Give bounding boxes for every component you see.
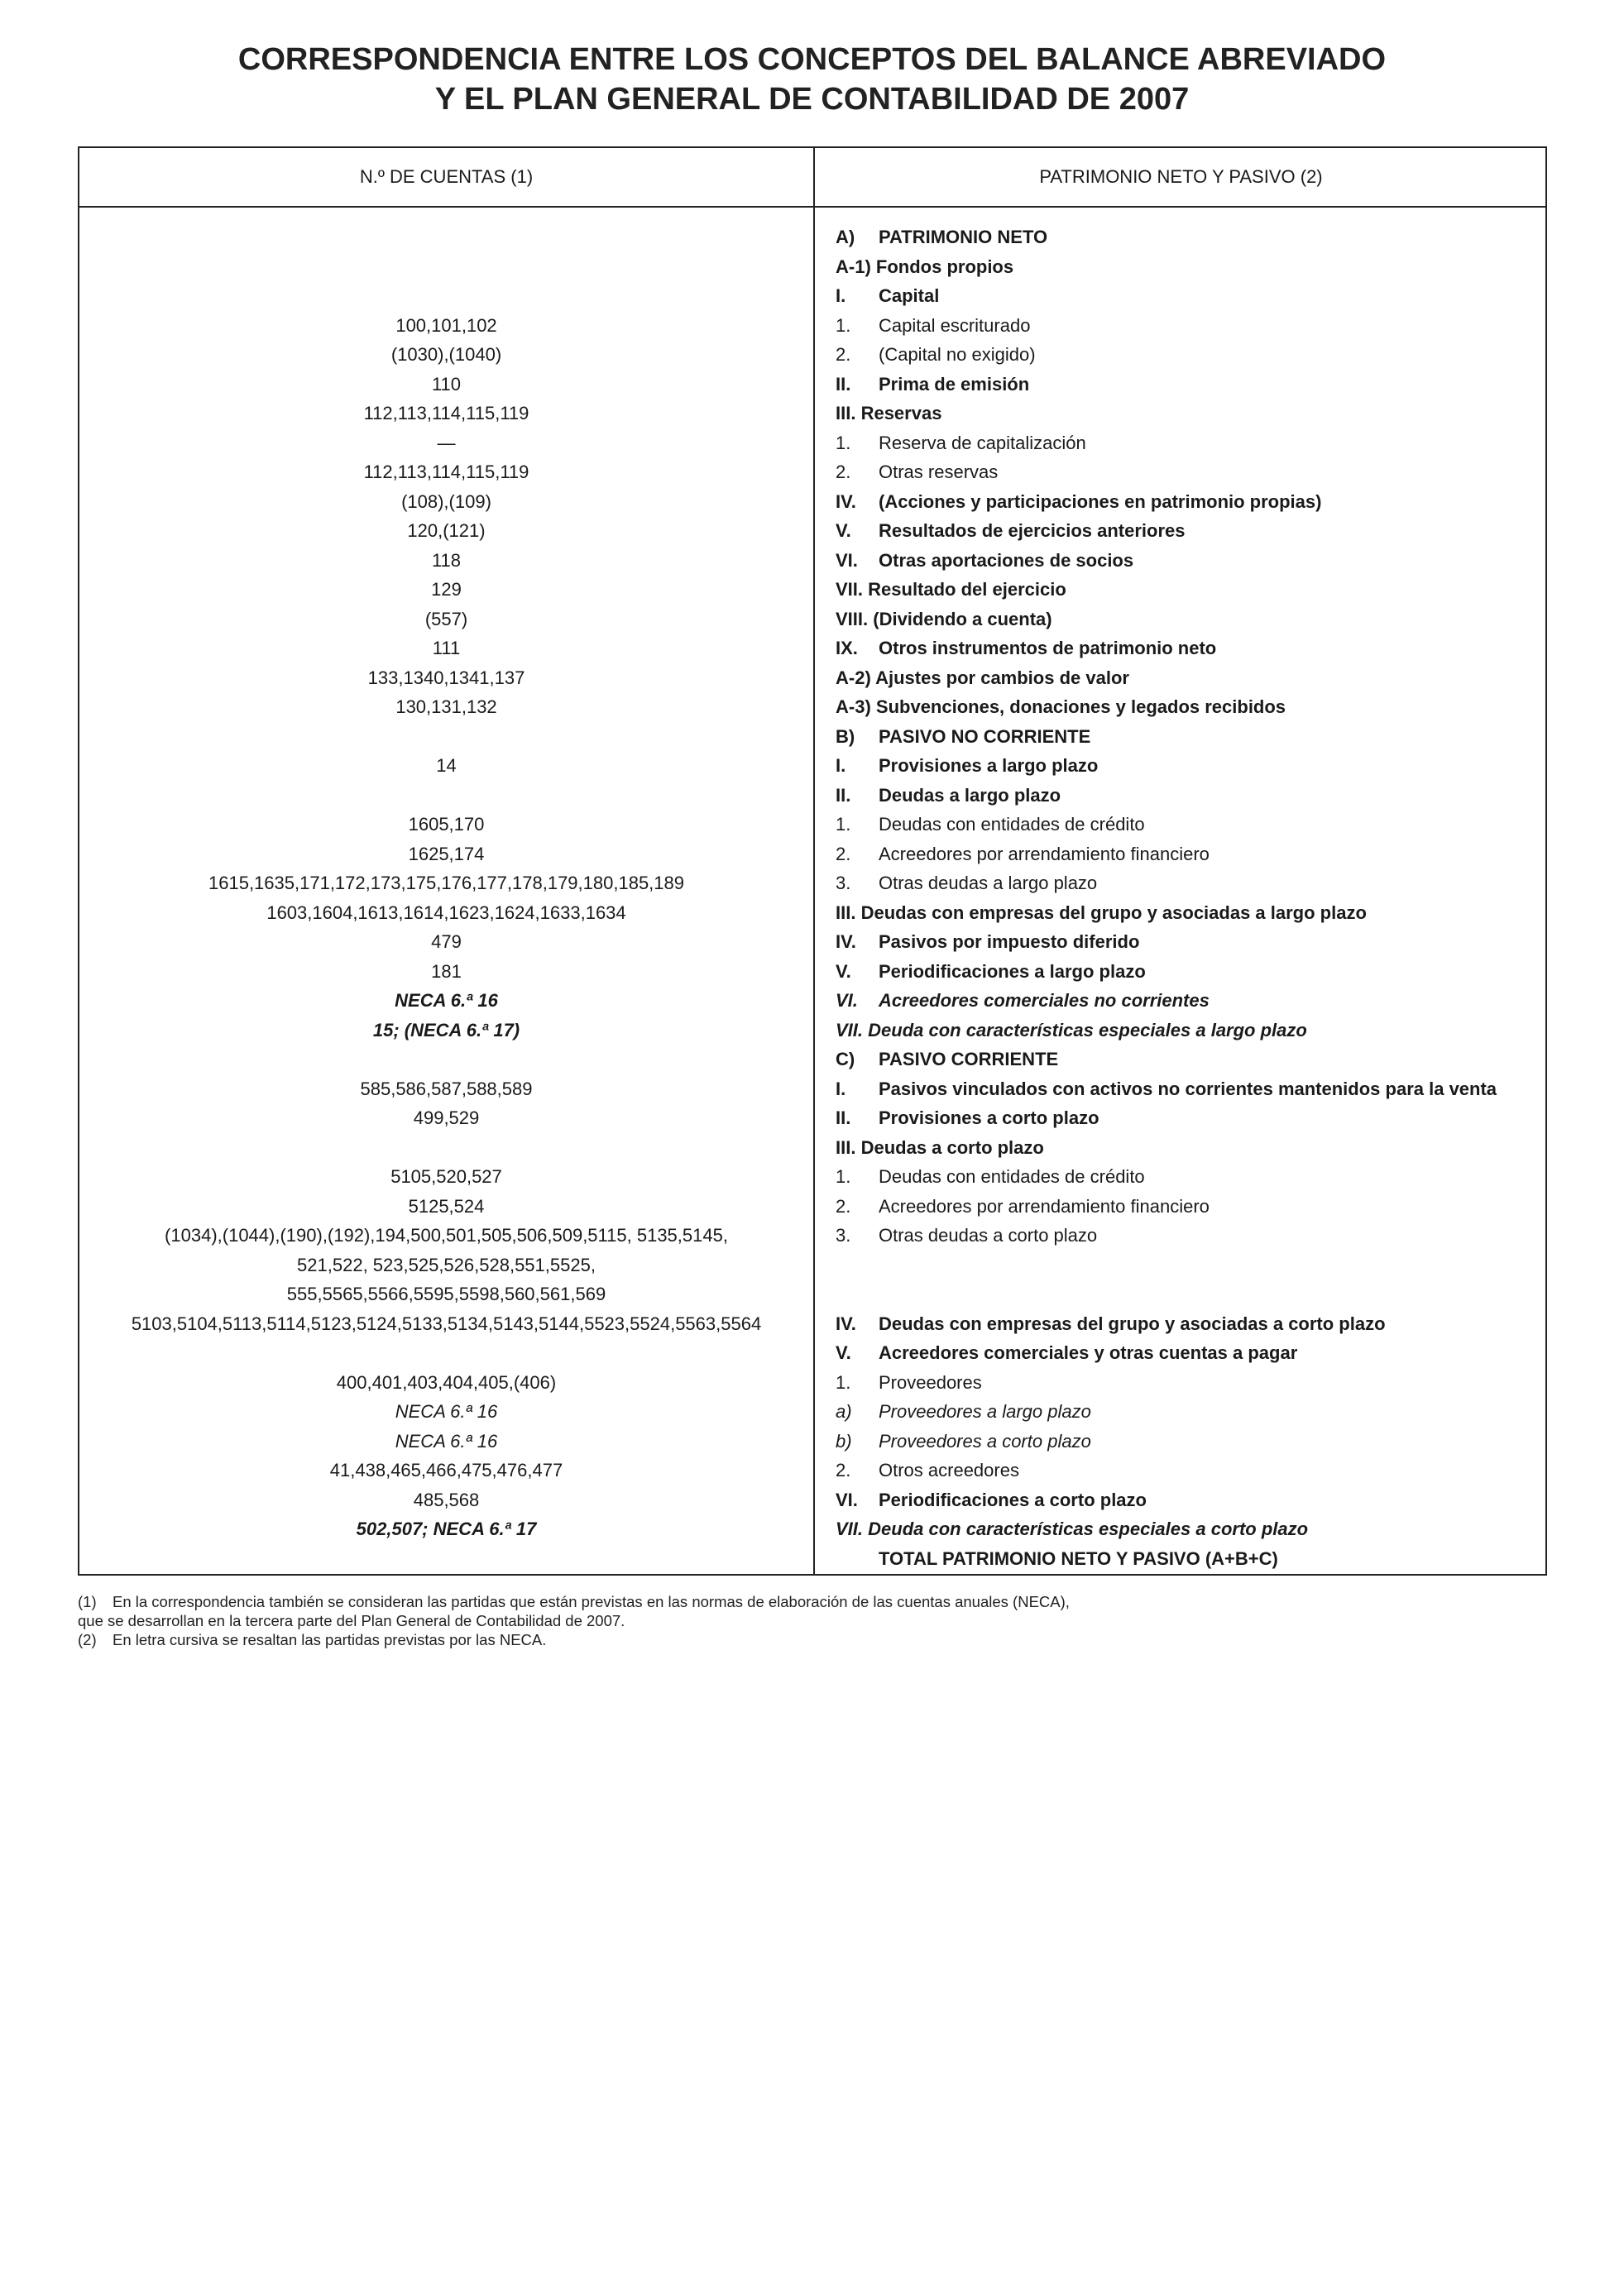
concept-number: 3. <box>836 1225 851 1246</box>
concept-number: 2. <box>836 1460 851 1480</box>
table-row <box>79 1309 1545 1339</box>
concept-number: IX. <box>836 638 858 658</box>
table-row <box>79 1427 1545 1457</box>
account-codes: 400,401,403,404,405,(406) <box>336 1371 557 1393</box>
concept-number: I. <box>836 285 846 306</box>
concept-label <box>836 927 1547 957</box>
concept-label <box>836 898 1547 928</box>
concept-label <box>836 1192 1547 1222</box>
concept-text: Deudas con entidades de crédito <box>879 1166 1145 1187</box>
account-codes: 130,131,132 <box>395 696 497 717</box>
footnote-line <box>78 1630 1550 1649</box>
account-codes: 120,(121) <box>407 520 486 541</box>
account-codes: 14 <box>436 755 457 776</box>
account-codes: 112,113,114,115,119 <box>363 462 529 482</box>
table-row <box>79 1368 1545 1398</box>
table-row <box>79 957 1545 987</box>
concept-text: Deudas con empresas del grupo y asociadas a corto plazo <box>879 1313 1386 1334</box>
concept-text: Deudas con entidades de crédito <box>879 814 1145 835</box>
table-row <box>79 868 1545 898</box>
footnote-text: En la correspondencia también se consideran las partidas que están previstas en las normas de elaboración de las cuentas anuales (NECA), <box>113 1593 1070 1610</box>
account-codes: 1615,1635,171,172,173,175,176,177,178,179,180,185,189 <box>208 873 684 893</box>
concept-label <box>836 751 1547 781</box>
concept-number: A-2) <box>836 667 871 688</box>
concept-text: Otras reservas <box>879 462 999 482</box>
table-row <box>79 457 1545 487</box>
concept-label <box>836 810 1547 839</box>
table-row <box>79 1251 1545 1280</box>
concept-text: Proveedores a corto plazo <box>879 1430 1091 1452</box>
concept-text: Acreedores por arrendamiento financiero <box>879 1195 1210 1217</box>
table-row <box>79 722 1545 752</box>
table-row <box>79 810 1545 839</box>
concept-label <box>836 516 1547 546</box>
concept-number: II. <box>836 373 851 395</box>
concept-number: A-3) <box>836 696 871 717</box>
concept-label <box>836 1162 1547 1192</box>
account-codes: 499,529 <box>413 1107 480 1128</box>
table-row <box>79 1280 1545 1309</box>
table-row <box>79 311 1545 341</box>
concept-number: VII. <box>836 579 864 600</box>
account-codes: 485,568 <box>413 1489 480 1510</box>
concept-number: IV. <box>836 490 856 512</box>
table-row <box>79 1074 1545 1104</box>
concept-number: VI. <box>836 1489 858 1510</box>
concept-label <box>836 605 1547 634</box>
table-row <box>79 516 1545 546</box>
concept-number: I. <box>836 1078 846 1099</box>
correspondence-table <box>78 146 1547 1576</box>
table-row <box>79 546 1545 576</box>
concept-number: II. <box>836 784 851 806</box>
table-row <box>79 839 1545 869</box>
concept-text: Deudas a corto plazo <box>860 1136 1044 1158</box>
concept-text: Fondos propios <box>875 256 1014 277</box>
table-row <box>79 1485 1545 1515</box>
concept-number: III. <box>836 902 856 923</box>
concept-text: Otros acreedores <box>879 1460 1019 1480</box>
footnote-number: (2) <box>78 1631 97 1648</box>
account-codes: 521,522, 523,525,526,528,551,5525, <box>297 1254 596 1275</box>
account-codes: 111 <box>432 638 461 658</box>
table-row <box>79 1016 1545 1045</box>
concept-label <box>836 722 1547 752</box>
concept-label <box>836 1251 1547 1280</box>
concept-label <box>836 634 1547 663</box>
concept-text: Capital <box>879 285 940 306</box>
table-row <box>79 605 1545 634</box>
table-row <box>79 781 1545 811</box>
concept-text: Acreedores por arrendamiento financiero <box>879 843 1210 864</box>
concept-label <box>836 957 1547 987</box>
concept-text: Deuda con características especiales a largo plazo <box>868 1019 1307 1040</box>
concept-number: a) <box>836 1401 852 1422</box>
concept-label <box>836 1514 1547 1544</box>
concept-number: VII. <box>836 1519 864 1539</box>
concept-text: Provisiones a corto plazo <box>879 1107 1099 1128</box>
concept-number: III. <box>836 1136 856 1158</box>
page-title <box>0 40 1624 119</box>
concept-number: II. <box>836 1107 851 1128</box>
concept-text: Periodificaciones a corto plazo <box>879 1489 1147 1510</box>
account-codes: (108),(109) <box>401 490 491 512</box>
concept-text: (Dividendo a cuenta) <box>873 608 1052 629</box>
concept-label <box>836 663 1547 693</box>
table-row <box>79 428 1545 458</box>
concept-text: Deudas a largo plazo <box>879 784 1061 806</box>
table-row <box>79 634 1545 663</box>
concept-text: (Acciones y participaciones en patrimonio propias) <box>879 490 1322 512</box>
table-row <box>79 487 1545 517</box>
account-codes: 118 <box>431 549 462 571</box>
concept-number: 1. <box>836 432 851 453</box>
table-row <box>79 1514 1545 1544</box>
account-codes: 1603,1604,1613,1614,1623,1624,1633,1634 <box>266 902 626 923</box>
account-codes: NECA 6.ª 16 <box>395 990 498 1011</box>
table-row <box>79 252 1545 282</box>
concept-label <box>836 575 1547 605</box>
concept-text: Subvenciones, donaciones y legados recibidos <box>875 696 1286 717</box>
concept-label <box>836 428 1547 458</box>
concept-label <box>836 487 1547 517</box>
account-codes: (557) <box>424 608 468 629</box>
concept-label <box>836 1103 1547 1133</box>
account-codes: 555,5565,5566,5595,5598,560,561,569 <box>286 1284 606 1304</box>
account-codes: 585,586,587,588,589 <box>360 1078 533 1099</box>
table-row <box>79 692 1545 722</box>
concept-label <box>836 311 1547 341</box>
table-row <box>79 1456 1545 1485</box>
table-row <box>79 1338 1545 1368</box>
concept-label <box>836 399 1547 428</box>
concept-label <box>836 1016 1547 1045</box>
concept-number: B) <box>836 725 855 747</box>
table-row <box>79 986 1545 1016</box>
header-concepts: PATRIMONIO NETO Y PASIVO (2) <box>1039 166 1323 187</box>
concept-label <box>836 986 1547 1016</box>
concept-number: 2. <box>836 843 851 864</box>
account-codes: 5105,520,527 <box>390 1166 502 1187</box>
concept-label <box>836 1397 1547 1427</box>
concept-number: III. <box>836 403 856 423</box>
concept-text: Reservas <box>860 403 942 423</box>
concept-text: Periodificaciones a largo plazo <box>879 960 1146 982</box>
concept-label <box>836 546 1547 576</box>
concept-text: Resultados de ejercicios anteriores <box>879 520 1186 541</box>
table-body <box>79 222 1545 1573</box>
concept-number: 2. <box>836 462 851 482</box>
concept-number: IV. <box>836 931 856 952</box>
concept-label <box>836 1456 1547 1485</box>
concept-label <box>836 340 1547 370</box>
concept-text: Prima de emisión <box>879 373 1030 395</box>
concept-label <box>836 1045 1547 1074</box>
concept-label <box>836 868 1547 898</box>
concept-label <box>836 1338 1547 1368</box>
account-codes: 15; (NECA 6.ª 17) <box>372 1019 520 1040</box>
table-header <box>79 148 1545 208</box>
table-row <box>79 927 1545 957</box>
account-codes: (1030),(1040) <box>390 344 502 365</box>
concept-label <box>836 281 1547 311</box>
concept-text: PATRIMONIO NETO <box>879 227 1048 247</box>
account-codes: NECA 6.ª 16 <box>395 1401 498 1422</box>
concept-text: Ajustes por cambios de valor <box>875 667 1129 688</box>
footnote-text: que se desarrollan en la tercera parte del Plan General de Contabilidad de 2007. <box>78 1612 625 1629</box>
concept-number: 1. <box>836 814 851 835</box>
concept-text: PASIVO NO CORRIENTE <box>879 725 1091 747</box>
table-row <box>79 663 1545 693</box>
concept-text: Acreedores comerciales y otras cuentas a pagar <box>879 1342 1298 1363</box>
account-codes: 129 <box>431 579 462 600</box>
footnote-line <box>78 1592 1550 1611</box>
account-codes: 5103,5104,5113,5114,5123,5124,5133,5134,5143,5144,5523,5524,5563,5564 <box>131 1313 762 1334</box>
concept-label <box>836 1074 1547 1104</box>
table-row <box>79 1221 1545 1251</box>
account-codes: 133,1340,1341,137 <box>367 667 525 688</box>
concept-text: (Capital no exigido) <box>879 344 1036 365</box>
table-row <box>79 1133 1545 1163</box>
concept-text: Otros instrumentos de patrimonio neto <box>879 638 1217 658</box>
concept-text: Otras deudas a corto plazo <box>879 1225 1098 1246</box>
concept-number: 1. <box>836 1166 851 1187</box>
header-accounts: N.º DE CUENTAS (1) <box>359 166 534 187</box>
concept-number: 1. <box>836 1371 851 1393</box>
concept-label <box>836 1221 1547 1251</box>
account-codes: 41,438,465,466,475,476,477 <box>329 1460 563 1480</box>
concept-number: VI. <box>836 549 858 571</box>
concept-number: 3. <box>836 873 851 893</box>
account-codes: 1605,170 <box>408 814 485 835</box>
concept-number: I. <box>836 755 846 776</box>
table-row <box>79 370 1545 399</box>
concept-label <box>836 1427 1547 1457</box>
concept-text: Provisiones a largo plazo <box>879 755 1099 776</box>
account-codes: 112,113,114,115,119 <box>363 403 529 423</box>
concept-text: Pasivos vinculados con activos no corrientes mantenidos para la venta <box>879 1078 1497 1099</box>
table-row <box>79 1192 1545 1222</box>
concept-label <box>836 222 1547 252</box>
concept-number: b) <box>836 1430 852 1452</box>
title-line-1: CORRESPONDENCIA ENTRE LOS CONCEPTOS DEL BALANCE ABREVIADO <box>237 42 1387 77</box>
concept-number: VII. <box>836 1019 864 1040</box>
concept-label <box>836 1280 1547 1309</box>
table-row <box>79 1397 1545 1427</box>
concept-number: VIII. <box>836 608 869 629</box>
footnote-text: En letra cursiva se resaltan las partidas previstas por las NECA. <box>113 1631 547 1648</box>
account-codes: 502,507; NECA 6.ª 17 <box>356 1519 537 1539</box>
concept-text: Otras deudas a largo plazo <box>879 873 1098 893</box>
concept-text: Deudas con empresas del grupo y asociadas a largo plazo <box>860 902 1367 923</box>
footnote-line <box>78 1611 1550 1630</box>
account-codes: — <box>437 432 456 453</box>
concept-label <box>836 1485 1547 1515</box>
table-row <box>79 751 1545 781</box>
concept-number: VI. <box>836 990 858 1011</box>
concept-text: Proveedores a largo plazo <box>879 1401 1091 1422</box>
concept-text: PASIVO CORRIENTE <box>879 1049 1059 1069</box>
concept-label <box>836 1309 1547 1339</box>
concept-label <box>836 1368 1547 1398</box>
concept-number: A) <box>836 227 855 247</box>
table-row <box>79 222 1545 252</box>
concept-number: 1. <box>836 314 851 336</box>
account-codes: 110 <box>431 373 462 395</box>
footnotes <box>78 1592 1550 1649</box>
title-line-2: Y EL PLAN GENERAL DE CONTABILIDAD DE 2007 <box>434 82 1190 117</box>
concept-text: Deuda con características especiales a corto plazo <box>868 1519 1309 1539</box>
concept-label <box>836 839 1547 869</box>
concept-text: Proveedores <box>879 1371 982 1393</box>
concept-label <box>836 252 1547 282</box>
concept-number: A-1) <box>836 256 871 277</box>
concept-number: V. <box>836 1342 851 1363</box>
account-codes: 479 <box>431 931 462 952</box>
concept-text: Pasivos por impuesto diferido <box>879 931 1140 952</box>
table-row <box>79 575 1545 605</box>
concept-number: V. <box>836 520 851 541</box>
concept-label <box>836 370 1547 399</box>
concept-label <box>836 1544 1547 1574</box>
table-row <box>79 340 1545 370</box>
account-codes: 1625,174 <box>408 843 485 864</box>
footnote-number: (1) <box>78 1593 97 1610</box>
concept-number: C) <box>836 1049 855 1069</box>
concept-text: Acreedores comerciales no corrientes <box>879 990 1210 1011</box>
account-codes: (1034),(1044),(190),(192),194,500,501,505,506,509,5115, 5135,5145, <box>165 1225 728 1246</box>
concept-text: Capital escriturado <box>879 314 1031 336</box>
concept-text: Reserva de capitalización <box>879 432 1086 453</box>
table-row <box>79 1162 1545 1192</box>
concept-number: V. <box>836 960 851 982</box>
concept-label <box>836 692 1547 722</box>
concept-text: Resultado del ejercicio <box>868 579 1066 600</box>
account-codes: 5125,524 <box>408 1195 485 1217</box>
account-codes: NECA 6.ª 16 <box>395 1430 498 1452</box>
account-codes: 100,101,102 <box>395 314 497 336</box>
concept-text: Otras aportaciones de socios <box>879 549 1134 571</box>
concept-text: TOTAL PATRIMONIO NETO Y PASIVO (A+B+C) <box>879 1547 1278 1569</box>
table-row <box>79 1045 1545 1074</box>
concept-number: 2. <box>836 1195 851 1217</box>
concept-label <box>836 457 1547 487</box>
account-codes: 181 <box>431 960 462 982</box>
concept-label <box>836 781 1547 811</box>
table-row <box>79 1103 1545 1133</box>
table-row <box>79 399 1545 428</box>
concept-label <box>836 1133 1547 1163</box>
table-row <box>79 1544 1545 1574</box>
table-row <box>79 281 1545 311</box>
concept-number: 2. <box>836 344 851 365</box>
table-row <box>79 898 1545 928</box>
concept-number: IV. <box>836 1313 856 1334</box>
